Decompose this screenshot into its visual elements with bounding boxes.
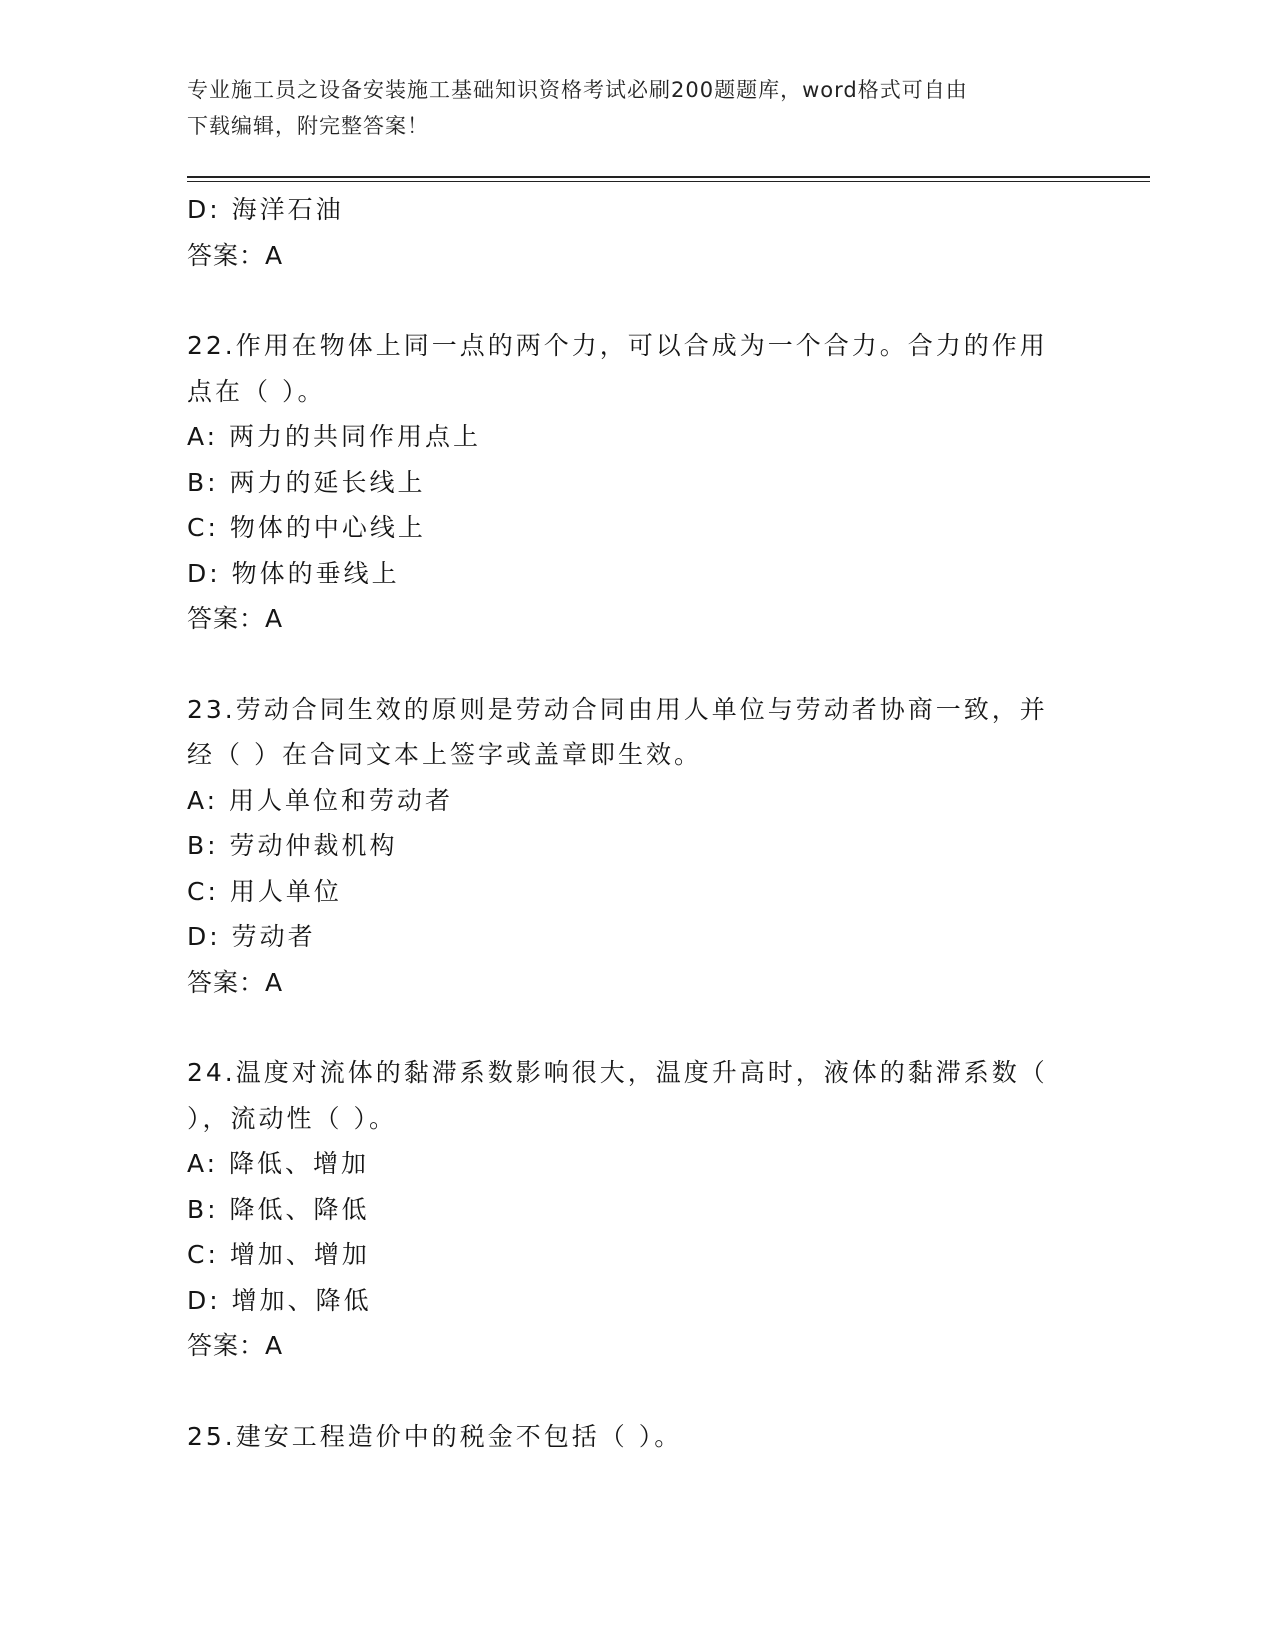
header-divider-thin xyxy=(187,181,1150,182)
spacer xyxy=(187,278,1087,323)
question-list xyxy=(187,187,1087,1459)
option-a: A: 降低、增加 xyxy=(187,1149,370,1178)
header-divider-thick xyxy=(187,176,1150,178)
answer: 答案：A xyxy=(187,604,284,633)
spacer xyxy=(187,1005,1087,1050)
option-b: B: 两力的延长线上 xyxy=(187,467,426,497)
question-stem-continued: ），流动性（ ）。 xyxy=(187,1103,397,1133)
option-d: D: 增加、降低 xyxy=(187,1285,372,1315)
option-c: C: 用人单位 xyxy=(187,876,342,906)
spacer xyxy=(187,642,1087,687)
prev-answer: 答案：A xyxy=(187,240,284,270)
option-c: C: 物体的中心线上 xyxy=(187,513,426,542)
page-header xyxy=(187,72,1087,144)
header-title-line-1: 专业施工员之设备安装施工基础知识资格考试必刷200题题库，word格式可自由 xyxy=(187,78,968,102)
question-stem: 22.作用在物体上同一点的两个力，可以合成为一个合力。合力的作用 xyxy=(187,331,1048,360)
question-23 xyxy=(187,687,1087,1006)
answer: 答案：A xyxy=(187,1331,284,1360)
header-title-line-2: 下载编辑，附完整答案！ xyxy=(187,114,429,138)
option-b: B: 劳动仲裁机构 xyxy=(187,831,398,860)
spacer xyxy=(187,1369,1087,1414)
option-d: D: 物体的垂线上 xyxy=(187,558,400,588)
option-a: A: 用人单位和劳动者 xyxy=(187,785,454,815)
prev-option-d: D: 海洋石油 xyxy=(187,195,344,224)
question-stem-continued: 经（ ）在合同文本上签字或盖章即生效。 xyxy=(187,740,702,769)
question-stem: 25.建安工程造价中的税金不包括（ ）。 xyxy=(187,1421,683,1451)
question-24 xyxy=(187,1050,1087,1369)
option-c: C: 增加、增加 xyxy=(187,1240,370,1269)
answer: 答案：A xyxy=(187,967,284,997)
option-a: A: 两力的共同作用点上 xyxy=(187,422,482,451)
question-25 xyxy=(187,1414,1087,1460)
question-stem: 24.温度对流体的黏滞系数影响很大，温度升高时，液体的黏滞系数（ xyxy=(187,1058,1048,1087)
question-stem-continued: 点在（ ）。 xyxy=(187,376,326,406)
question-22 xyxy=(187,323,1087,642)
option-d: D: 劳动者 xyxy=(187,922,316,951)
question-stem: 23.劳动合同生效的原则是劳动合同由用人单位与劳动者协商一致，并 xyxy=(187,694,1048,724)
option-b: B: 降低、降低 xyxy=(187,1194,370,1224)
